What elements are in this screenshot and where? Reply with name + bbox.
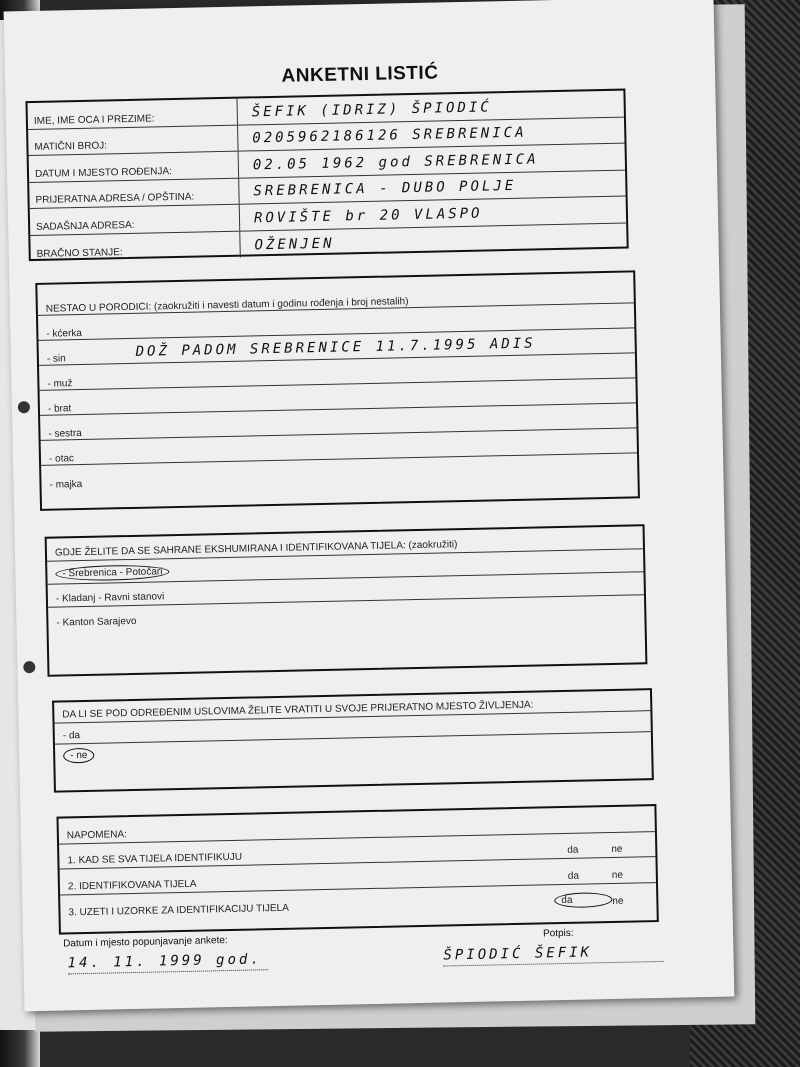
- survey-page: [4, 0, 735, 1011]
- form-title: ANKETNI LISTIĆ: [281, 62, 439, 87]
- burial-location-box: [45, 524, 648, 677]
- missing-family-box: [35, 270, 640, 511]
- note-label: 1. KAD SE SVA TIJELA IDENTIFIKUJU: [67, 851, 243, 867]
- personal-info-box: [25, 89, 628, 262]
- note-label: 2. IDENTIFIKOVANA TIJELA: [67, 878, 197, 892]
- field-label: MATIČNI BROJ:: [28, 125, 238, 155]
- signature-label: Potpis:: [542, 927, 574, 940]
- option-label[interactable]: - Srebrenica - Potočari: [55, 564, 169, 581]
- section-heading: NESTAO U PORODICI: (zaokružiti i navesti datum i godinu rođenja i broj nestalih): [37, 272, 634, 315]
- relation-label: - kćerka: [46, 327, 83, 340]
- section-heading: NAPOMENA:: [59, 806, 655, 844]
- punch-hole: [23, 661, 35, 673]
- field-value[interactable]: ROVIŠTE br 20 VLASPO: [253, 205, 483, 226]
- option-label[interactable]: - Kanton Sarajevo: [56, 615, 137, 629]
- field-label: IME, IME OCA I PREZIME:: [28, 99, 238, 129]
- no-option[interactable]: ne: [611, 869, 624, 881]
- field-label: BRAČNO STANJE:: [30, 231, 241, 262]
- field-value[interactable]: OŽENJEN: [254, 235, 335, 254]
- yes-option[interactable]: da: [567, 844, 579, 856]
- no-option[interactable]: ne: [612, 895, 624, 907]
- relation-label: - majka: [49, 479, 83, 491]
- relation-value[interactable]: DOŽ PADOM SREBRENICE 11.7.1995 ADIS: [135, 335, 536, 360]
- field-value[interactable]: ŠEFIK (IDRIZ) ŠPIODIĆ: [251, 98, 492, 120]
- signature-value[interactable]: ŠPIODIĆ ŠEFIK: [443, 943, 663, 967]
- section-heading: GDJE ŽELITE DA SE SAHRANE EKSHUMIRANA I IDENTIFIKOVANA TIJELA: (zaokružiti): [47, 526, 643, 561]
- option-label[interactable]: - da: [62, 730, 81, 742]
- relation-label: - muž: [47, 378, 73, 390]
- no-option[interactable]: ne: [611, 843, 623, 856]
- relation-label: - brat: [47, 403, 72, 415]
- relation-label: - sestra: [48, 428, 82, 440]
- yes-option[interactable]: da: [554, 892, 612, 908]
- field-label: SADAŠNJA ADRESA:: [30, 205, 240, 235]
- option-label[interactable]: - ne: [63, 748, 95, 764]
- field-value[interactable]: SREBRENICA - DUBO POLJE: [253, 177, 517, 200]
- section-heading: DA LI SE POD ODREĐENIM USLOVIMA ŽELITE VRATITI U SVOJE PRIJERATNO MJESTO ŽIVLJENJA:: [54, 690, 650, 723]
- field-label: DATUM I MJESTO ROĐENJA:: [29, 152, 239, 182]
- option-label[interactable]: - Kladanj - Ravni stanovi: [55, 591, 165, 605]
- date-label: Datum i mjesto popunjavanje ankete:: [63, 935, 228, 950]
- relation-label: - otac: [48, 453, 75, 465]
- punch-hole: [18, 401, 30, 413]
- date-value[interactable]: 14. 11. 1999 god.: [67, 951, 267, 974]
- field-value[interactable]: 0205962186126 SREBRENICA: [252, 124, 527, 147]
- note-label: 3. UZETI I UZORKE ZA IDENTIFIKACIJU TIJELA: [68, 902, 289, 919]
- return-box: [52, 688, 654, 793]
- note-box: [56, 804, 658, 935]
- field-value[interactable]: 02.05 1962 god SREBRENICA: [252, 150, 539, 173]
- yes-option[interactable]: da: [567, 870, 580, 882]
- relation-label: - sin: [46, 353, 66, 365]
- field-label: PRIJERATNA ADRESA / OPŠTINA:: [29, 178, 239, 208]
